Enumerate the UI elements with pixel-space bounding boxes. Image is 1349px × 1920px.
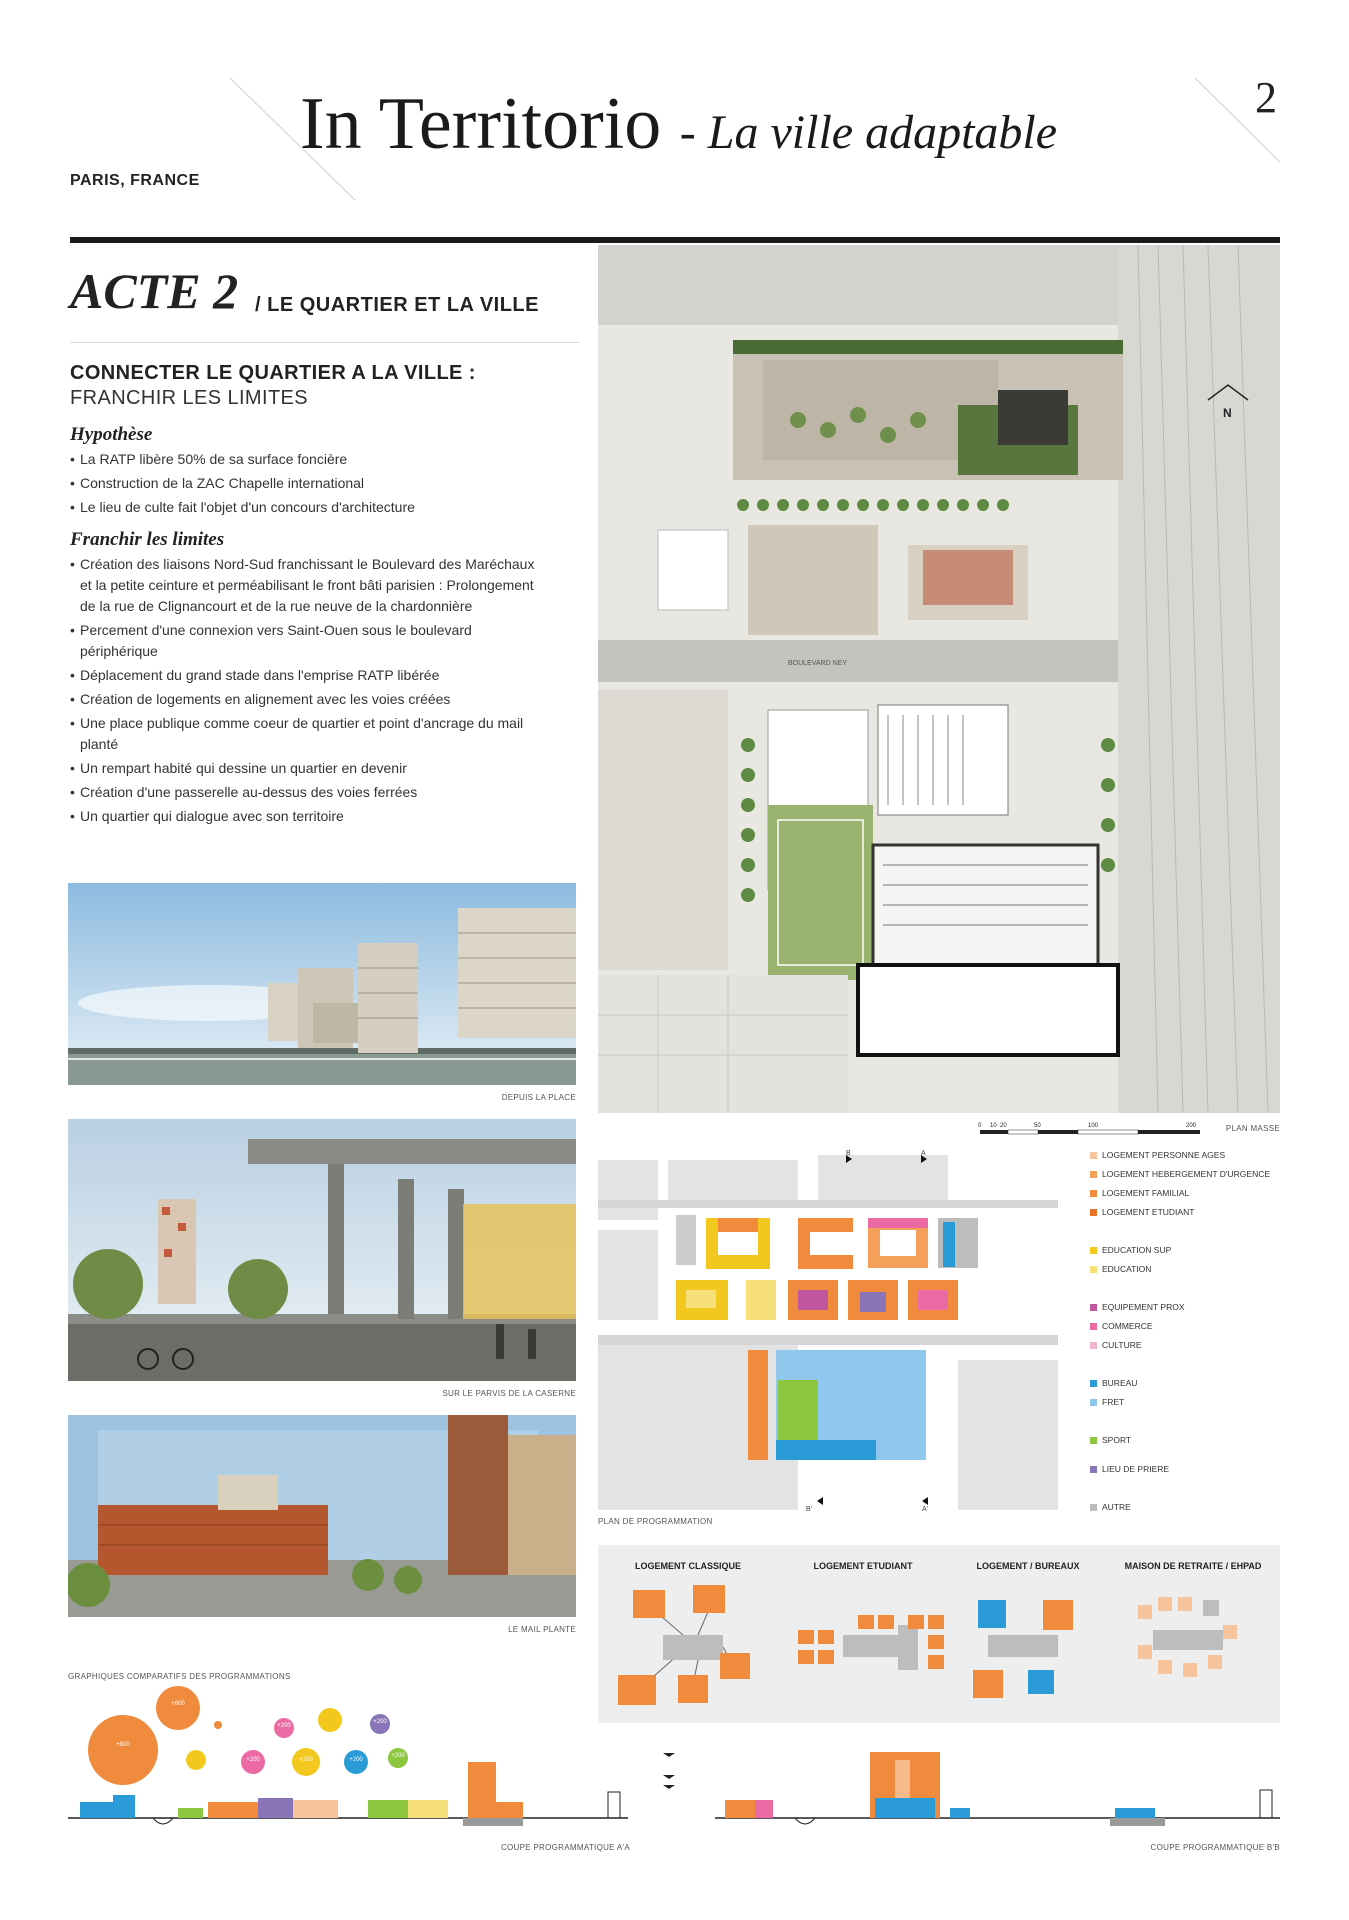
diagram-title: LOGEMENT / BUREAUX bbox=[976, 1561, 1080, 1571]
caption-graphiques: GRAPHIQUES COMPARATIFS DES PROGRAMMATIONS bbox=[68, 1672, 291, 1681]
section-marker-b: B bbox=[846, 1150, 851, 1157]
legend-item: LOGEMENT FAMILIAL bbox=[1090, 1188, 1189, 1198]
plan-programmation bbox=[598, 1150, 1058, 1512]
list-item: • Construction de la ZAC Chapelle international bbox=[70, 473, 550, 494]
coupe-aa bbox=[68, 1740, 628, 1840]
caption-plan-masse: PLAN MASSE bbox=[1225, 1124, 1280, 1133]
list-item: • Création des liaisons Nord-Sud franchissant le Boulevard des Maréchaux et la petite ceinture et perméabilisant le front bâti parisien : Prolongement de la rue de Clignancourt et de la rue neuve de la chardonnière bbox=[70, 554, 550, 617]
list-item: • Création d'une passerelle au-dessus des voies ferrées bbox=[70, 782, 550, 803]
bubble bbox=[214, 1721, 222, 1729]
render-parvis-caserne bbox=[68, 1119, 576, 1381]
legend-item: LIEU DE PRIERE bbox=[1090, 1464, 1169, 1474]
diagram-graphics bbox=[598, 1575, 1280, 1723]
legend-item: LOGEMENT PERSONNE AGES bbox=[1090, 1150, 1225, 1160]
section-marker-b2: B' bbox=[806, 1506, 813, 1512]
boulevard-label: BOULEVARD NEY bbox=[788, 660, 847, 667]
list-item: • La RATP libère 50% de sa surface foncière bbox=[70, 449, 550, 470]
caption-coupe-bb: COUPE PROGRAMMATIQUE B'B bbox=[1150, 1843, 1280, 1852]
render-depuis-la-place bbox=[68, 883, 576, 1085]
program-diagrams-panel bbox=[598, 1545, 1280, 1723]
header-rule bbox=[70, 237, 1280, 243]
acte-title: ACTE 2 bbox=[70, 263, 239, 319]
scale-bar bbox=[978, 1118, 1208, 1140]
section-markers bbox=[655, 1745, 685, 1805]
bubble-label: +200 bbox=[373, 1719, 387, 1725]
bubble-label: +800 bbox=[171, 1701, 185, 1707]
bubble bbox=[318, 1708, 342, 1732]
list-item: • Percement d'une connexion vers Saint-Ouen sous le boulevard périphérique bbox=[70, 620, 550, 662]
section-heading: CONNECTER LE QUARTIER A LA VILLE : bbox=[70, 362, 476, 384]
bubble-label: +800 bbox=[116, 1742, 130, 1748]
hypothese-title: Hypothèse bbox=[70, 424, 153, 445]
scale-tick: 20 bbox=[1000, 1123, 1007, 1129]
list-item: • Le lieu de culte fait l'objet d'un concours d'architecture bbox=[70, 497, 550, 518]
legend-item: LOGEMENT HEBERGEMENT D'URGENCE bbox=[1090, 1169, 1270, 1179]
scale-tick: 0 bbox=[978, 1123, 982, 1129]
legend-item: SPORT bbox=[1090, 1435, 1131, 1445]
hypothese-list bbox=[70, 449, 550, 521]
legend-item: COMMERCE bbox=[1090, 1321, 1153, 1331]
caption-mail-plante: LE MAIL PLANTE bbox=[508, 1625, 576, 1634]
legend-item: EQUIPEMENT PROX bbox=[1090, 1302, 1185, 1312]
diagram-title: LOGEMENT CLASSIQUE bbox=[634, 1561, 741, 1571]
list-item: • Un quartier qui dialogue avec son territoire bbox=[70, 806, 550, 827]
page-number: 2 bbox=[1255, 73, 1277, 122]
acte-subtitle: / LE QUARTIER ET LA VILLE bbox=[255, 294, 539, 316]
diagram-title: MAISON DE RETRAITE / EHPAD bbox=[1124, 1561, 1262, 1571]
list-item: • Déplacement du grand stade dans l'emprise RATP libérée bbox=[70, 665, 550, 686]
scale-tick: 10 bbox=[990, 1123, 997, 1129]
scale-tick: 200 bbox=[1186, 1123, 1197, 1129]
caption-coupe-aa: COUPE PROGRAMMATIQUE A'A bbox=[500, 1843, 630, 1852]
caption-plan-prog: PLAN DE PROGRAMMATION bbox=[598, 1517, 713, 1526]
legend-item: EDUCATION SUP bbox=[1090, 1245, 1171, 1255]
plan-masse bbox=[598, 245, 1280, 1113]
legend-item: EDUCATION bbox=[1090, 1264, 1151, 1274]
scale-tick: 100 bbox=[1088, 1123, 1099, 1129]
bubble bbox=[156, 1686, 200, 1730]
legend-item: CULTURE bbox=[1090, 1340, 1142, 1350]
legend-item: BUREAU bbox=[1090, 1378, 1137, 1388]
franchir-list bbox=[70, 554, 550, 830]
divider bbox=[70, 342, 580, 343]
north-label: N bbox=[1223, 406, 1232, 420]
bubble-label: +200 bbox=[277, 1723, 291, 1729]
bubble-label: +200 bbox=[246, 1757, 260, 1763]
section-marker-a: A bbox=[921, 1150, 926, 1157]
legend-item: FRET bbox=[1090, 1397, 1124, 1407]
list-item: • Une place publique comme coeur de quartier et point d'ancrage du mail planté bbox=[70, 713, 550, 755]
legend-item: AUTRE bbox=[1090, 1502, 1131, 1512]
caption-parvis: SUR LE PARVIS DE LA CASERNE bbox=[442, 1389, 576, 1398]
section-subheading: FRANCHIR LES LIMITES bbox=[70, 387, 309, 409]
render-mail-plante bbox=[68, 1415, 576, 1617]
bubble-label: +200 bbox=[391, 1753, 405, 1759]
franchir-title: Franchir les limites bbox=[70, 529, 225, 550]
bubble-label: +200 bbox=[299, 1757, 313, 1763]
diagram-title: LOGEMENT ETUDIANT bbox=[813, 1561, 913, 1571]
caption-depuis-la-place: DEPUIS LA PLACE bbox=[501, 1093, 576, 1102]
bubble-label: +200 bbox=[349, 1757, 363, 1763]
scale-tick: 50 bbox=[1034, 1123, 1041, 1129]
section-marker-a2: A' bbox=[922, 1506, 929, 1512]
location-label: PARIS, FRANCE bbox=[70, 172, 200, 189]
list-item: • Création de logements en alignement avec les voies créées bbox=[70, 689, 550, 710]
coupe-bb bbox=[715, 1740, 1280, 1840]
page-title: In Territorio - La ville adaptable bbox=[300, 83, 1058, 165]
legend-item: LOGEMENT ETUDIANT bbox=[1090, 1207, 1194, 1217]
list-item: • Un rempart habité qui dessine un quartier en devenir bbox=[70, 758, 550, 779]
